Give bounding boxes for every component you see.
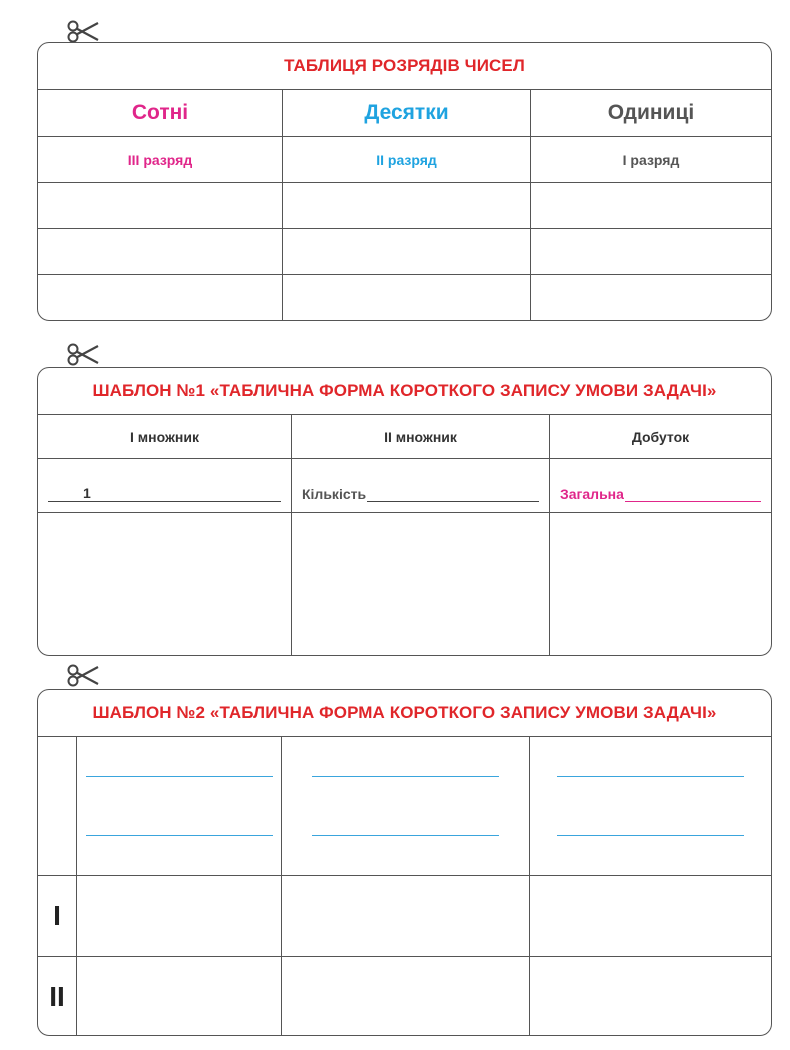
table-cell[interactable]: [281, 875, 529, 956]
hundreds-rank: III разряд: [38, 136, 282, 182]
table-cell[interactable]: [76, 875, 281, 956]
template-1-title: ШАБЛОН №1 «ТАБЛИЧНА ФОРМА КОРОТКОГО ЗАПИСУ УМОВИ ЗАДАЧІ»: [38, 368, 771, 415]
quantity-label: Кількість: [302, 486, 367, 502]
template-2: [37, 689, 772, 1036]
total-label: Загальна: [560, 486, 624, 502]
first-factor-value: 1: [48, 485, 281, 502]
units-header: Одиниці: [530, 90, 771, 136]
header-field[interactable]: [281, 737, 529, 875]
total-field[interactable]: [549, 458, 771, 512]
table-cell[interactable]: [529, 875, 771, 956]
fill-line: [86, 835, 273, 836]
fill-line: [557, 835, 744, 836]
table-cell[interactable]: [282, 274, 530, 321]
second-factor-header: II множник: [291, 415, 549, 458]
table-cell[interactable]: [530, 182, 771, 228]
table-cell[interactable]: [282, 228, 530, 274]
scissors-icon: [66, 662, 100, 688]
scissors-icon: [66, 341, 100, 367]
product-header: Добуток: [549, 415, 771, 458]
table-cell[interactable]: [38, 182, 282, 228]
corner-cell: [38, 737, 76, 875]
fill-line: [557, 776, 744, 777]
first-factor-header: I множник: [130, 428, 199, 445]
fill-line: [367, 485, 539, 502]
header-field[interactable]: [76, 737, 281, 875]
template-1: [37, 367, 772, 656]
units-rank: I разряд: [530, 136, 771, 182]
table-cell[interactable]: [281, 956, 529, 1036]
fill-line: [312, 776, 499, 777]
tens-header: Десятки: [282, 90, 530, 136]
table-cell[interactable]: [529, 956, 771, 1036]
table-cell[interactable]: [282, 182, 530, 228]
table-cell[interactable]: [76, 956, 281, 1036]
scissors-icon: [66, 18, 100, 44]
place-value-table: [37, 42, 772, 321]
table-cell[interactable]: [549, 512, 771, 656]
table-cell[interactable]: [530, 274, 771, 321]
template-2-title: ШАБЛОН №2 «ТАБЛИЧНА ФОРМА КОРОТКОГО ЗАПИСУ УМОВИ ЗАДАЧІ»: [38, 690, 771, 737]
tens-rank: II разряд: [282, 136, 530, 182]
header-field[interactable]: [529, 737, 771, 875]
row-label-second: II: [38, 956, 76, 1036]
row-label-first: I: [38, 875, 76, 956]
table-cell[interactable]: [530, 228, 771, 274]
first-factor-field[interactable]: [38, 458, 291, 512]
fill-line: [86, 776, 273, 777]
hundreds-header: Сотні: [131, 101, 189, 124]
fill-line: [625, 485, 761, 502]
table-cell[interactable]: [38, 512, 291, 656]
table-cell[interactable]: [291, 512, 549, 656]
quantity-field[interactable]: [291, 458, 549, 512]
table-cell[interactable]: [38, 228, 282, 274]
place-value-table-title: ТАБЛИЦЯ РОЗРЯДІВ ЧИСЕЛ: [38, 43, 771, 90]
fill-line: [312, 835, 499, 836]
table-cell[interactable]: [38, 274, 282, 321]
